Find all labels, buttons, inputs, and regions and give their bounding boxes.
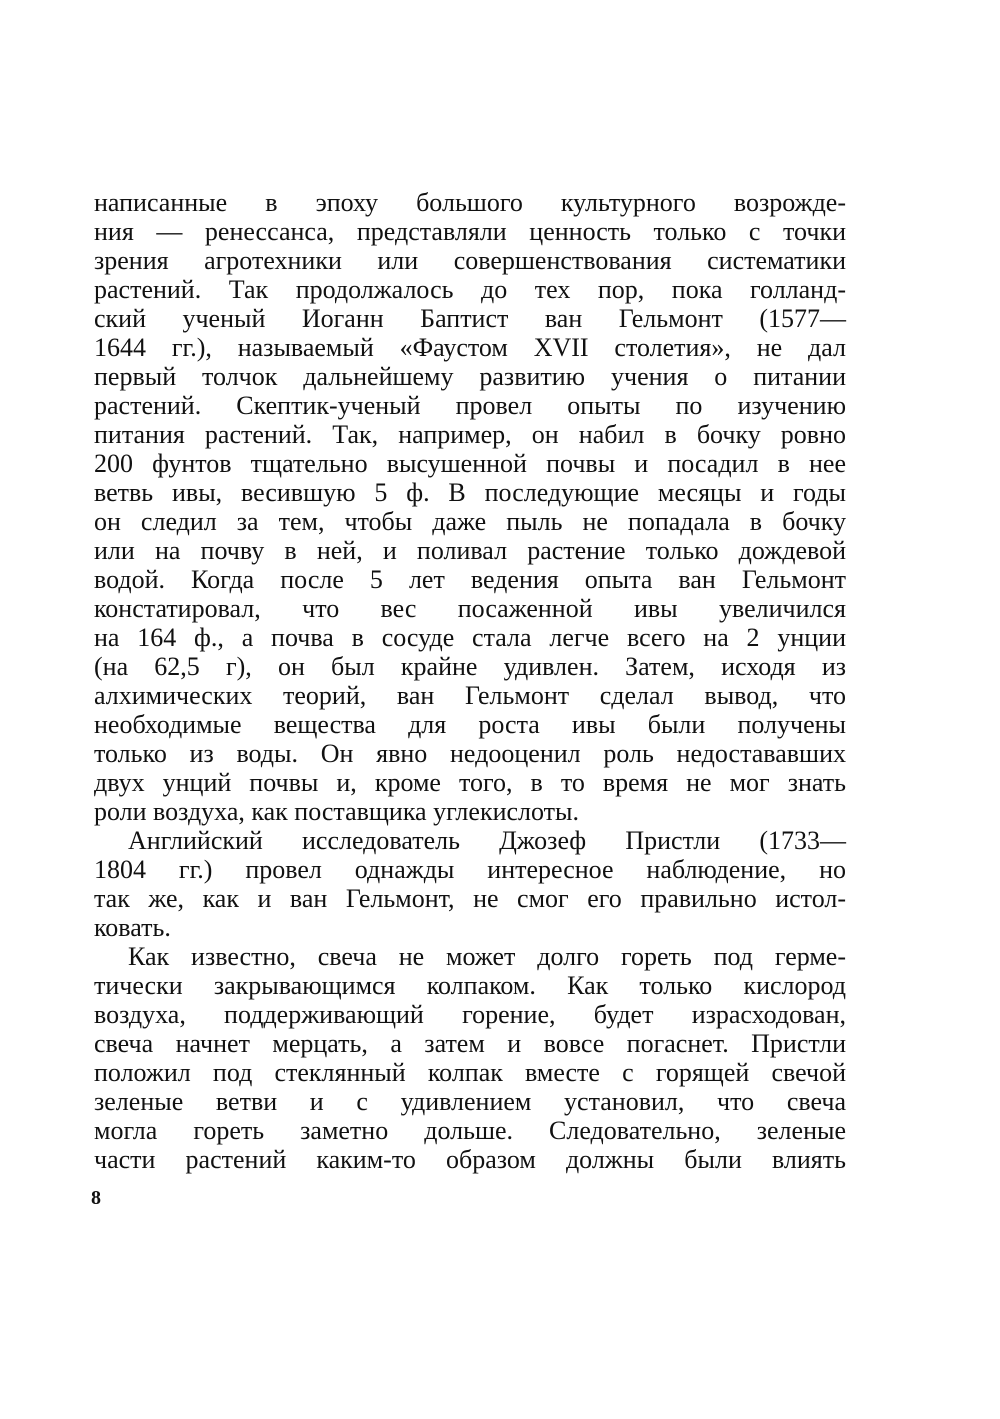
- text-line: констатировал, что вес посаженной ивы увеличился: [94, 594, 846, 623]
- text-line: двух унций почвы и, кроме того, в то время не мог знать: [94, 768, 846, 797]
- text-line: 1804 гг.) провел однажды интересное наблюдение, но: [94, 855, 846, 884]
- text-line: ковать.: [94, 913, 171, 942]
- text-line: так же, как и ван Гельмонт, не смог его правильно истол-: [94, 884, 846, 913]
- text-line: первый толчок дальнейшему развитию учения о питании: [94, 362, 846, 391]
- text-line: роли воздуха, как поставщика углекислоты.: [94, 797, 579, 826]
- body-text: [94, 188, 846, 1174]
- text-line: Как известно, свеча не может долго гореть под герме-: [128, 942, 846, 971]
- text-line: зеленые ветви и с удивлением установил, что свеча: [94, 1087, 846, 1116]
- text-line: растений. Скептик-ученый провел опыты по изучению: [94, 391, 846, 420]
- text-line: положил под стеклянный колпак вместе с горящей свечой: [94, 1058, 846, 1087]
- text-line: 200 фунтов тщательно высушенной почвы и посадил в нее: [94, 449, 846, 478]
- text-line: зрения агротехники или совершенствования систематики: [94, 246, 846, 275]
- text-line: питания растений. Так, например, он набил в бочку ровно: [94, 420, 846, 449]
- text-line: ветвь ивы, весившую 5 ф. В последующие месяцы и годы: [94, 478, 846, 507]
- text-line: только из воды. Он явно недооценил роль недостававших: [94, 739, 846, 768]
- text-line: ния — ренессанса, представляли ценность только с точки: [94, 217, 846, 246]
- text-line: растений. Так продолжалось до тех пор, пока голланд-: [94, 275, 846, 304]
- text-line: водой. Когда после 5 лет ведения опыта ван Гельмонт: [94, 565, 846, 594]
- text-line: (на 62,5 г), он был крайне удивлен. Затем, исходя из: [94, 652, 846, 681]
- text-line: необходимые вещества для роста ивы были получены: [94, 710, 846, 739]
- page-number: 8: [91, 1187, 101, 1209]
- text-line: тически закрывающимся колпаком. Как только кислород: [94, 971, 846, 1000]
- text-line: части растений каким-то образом должны были влиять: [94, 1145, 846, 1174]
- text-line: свеча начнет мерцать, а затем и вовсе погаснет. Пристли: [94, 1029, 846, 1058]
- text-line: могла гореть заметно дольше. Следовательно, зеленые: [94, 1116, 846, 1145]
- text-line: алхимических теорий, ван Гельмонт сделал вывод, что: [94, 681, 846, 710]
- text-line: воздуха, поддерживающий горение, будет израсходован,: [94, 1000, 846, 1029]
- text-line: ский ученый Иоганн Баптист ван Гельмонт (1577—: [94, 304, 846, 333]
- text-line: или на почву в ней, и поливал растение только дождевой: [94, 536, 846, 565]
- text-line: Английский исследователь Джозеф Пристли (1733—: [128, 826, 846, 855]
- text-line: написанные в эпоху большого культурного возрожде-: [94, 188, 846, 217]
- text-line: он следил за тем, чтобы даже пыль не попадала в бочку: [94, 507, 846, 536]
- text-line: 1644 гг.), называемый «Фаустом XVII столетия», не дал: [94, 333, 846, 362]
- text-line: на 164 ф., а почва в сосуде стала легче всего на 2 унции: [94, 623, 846, 652]
